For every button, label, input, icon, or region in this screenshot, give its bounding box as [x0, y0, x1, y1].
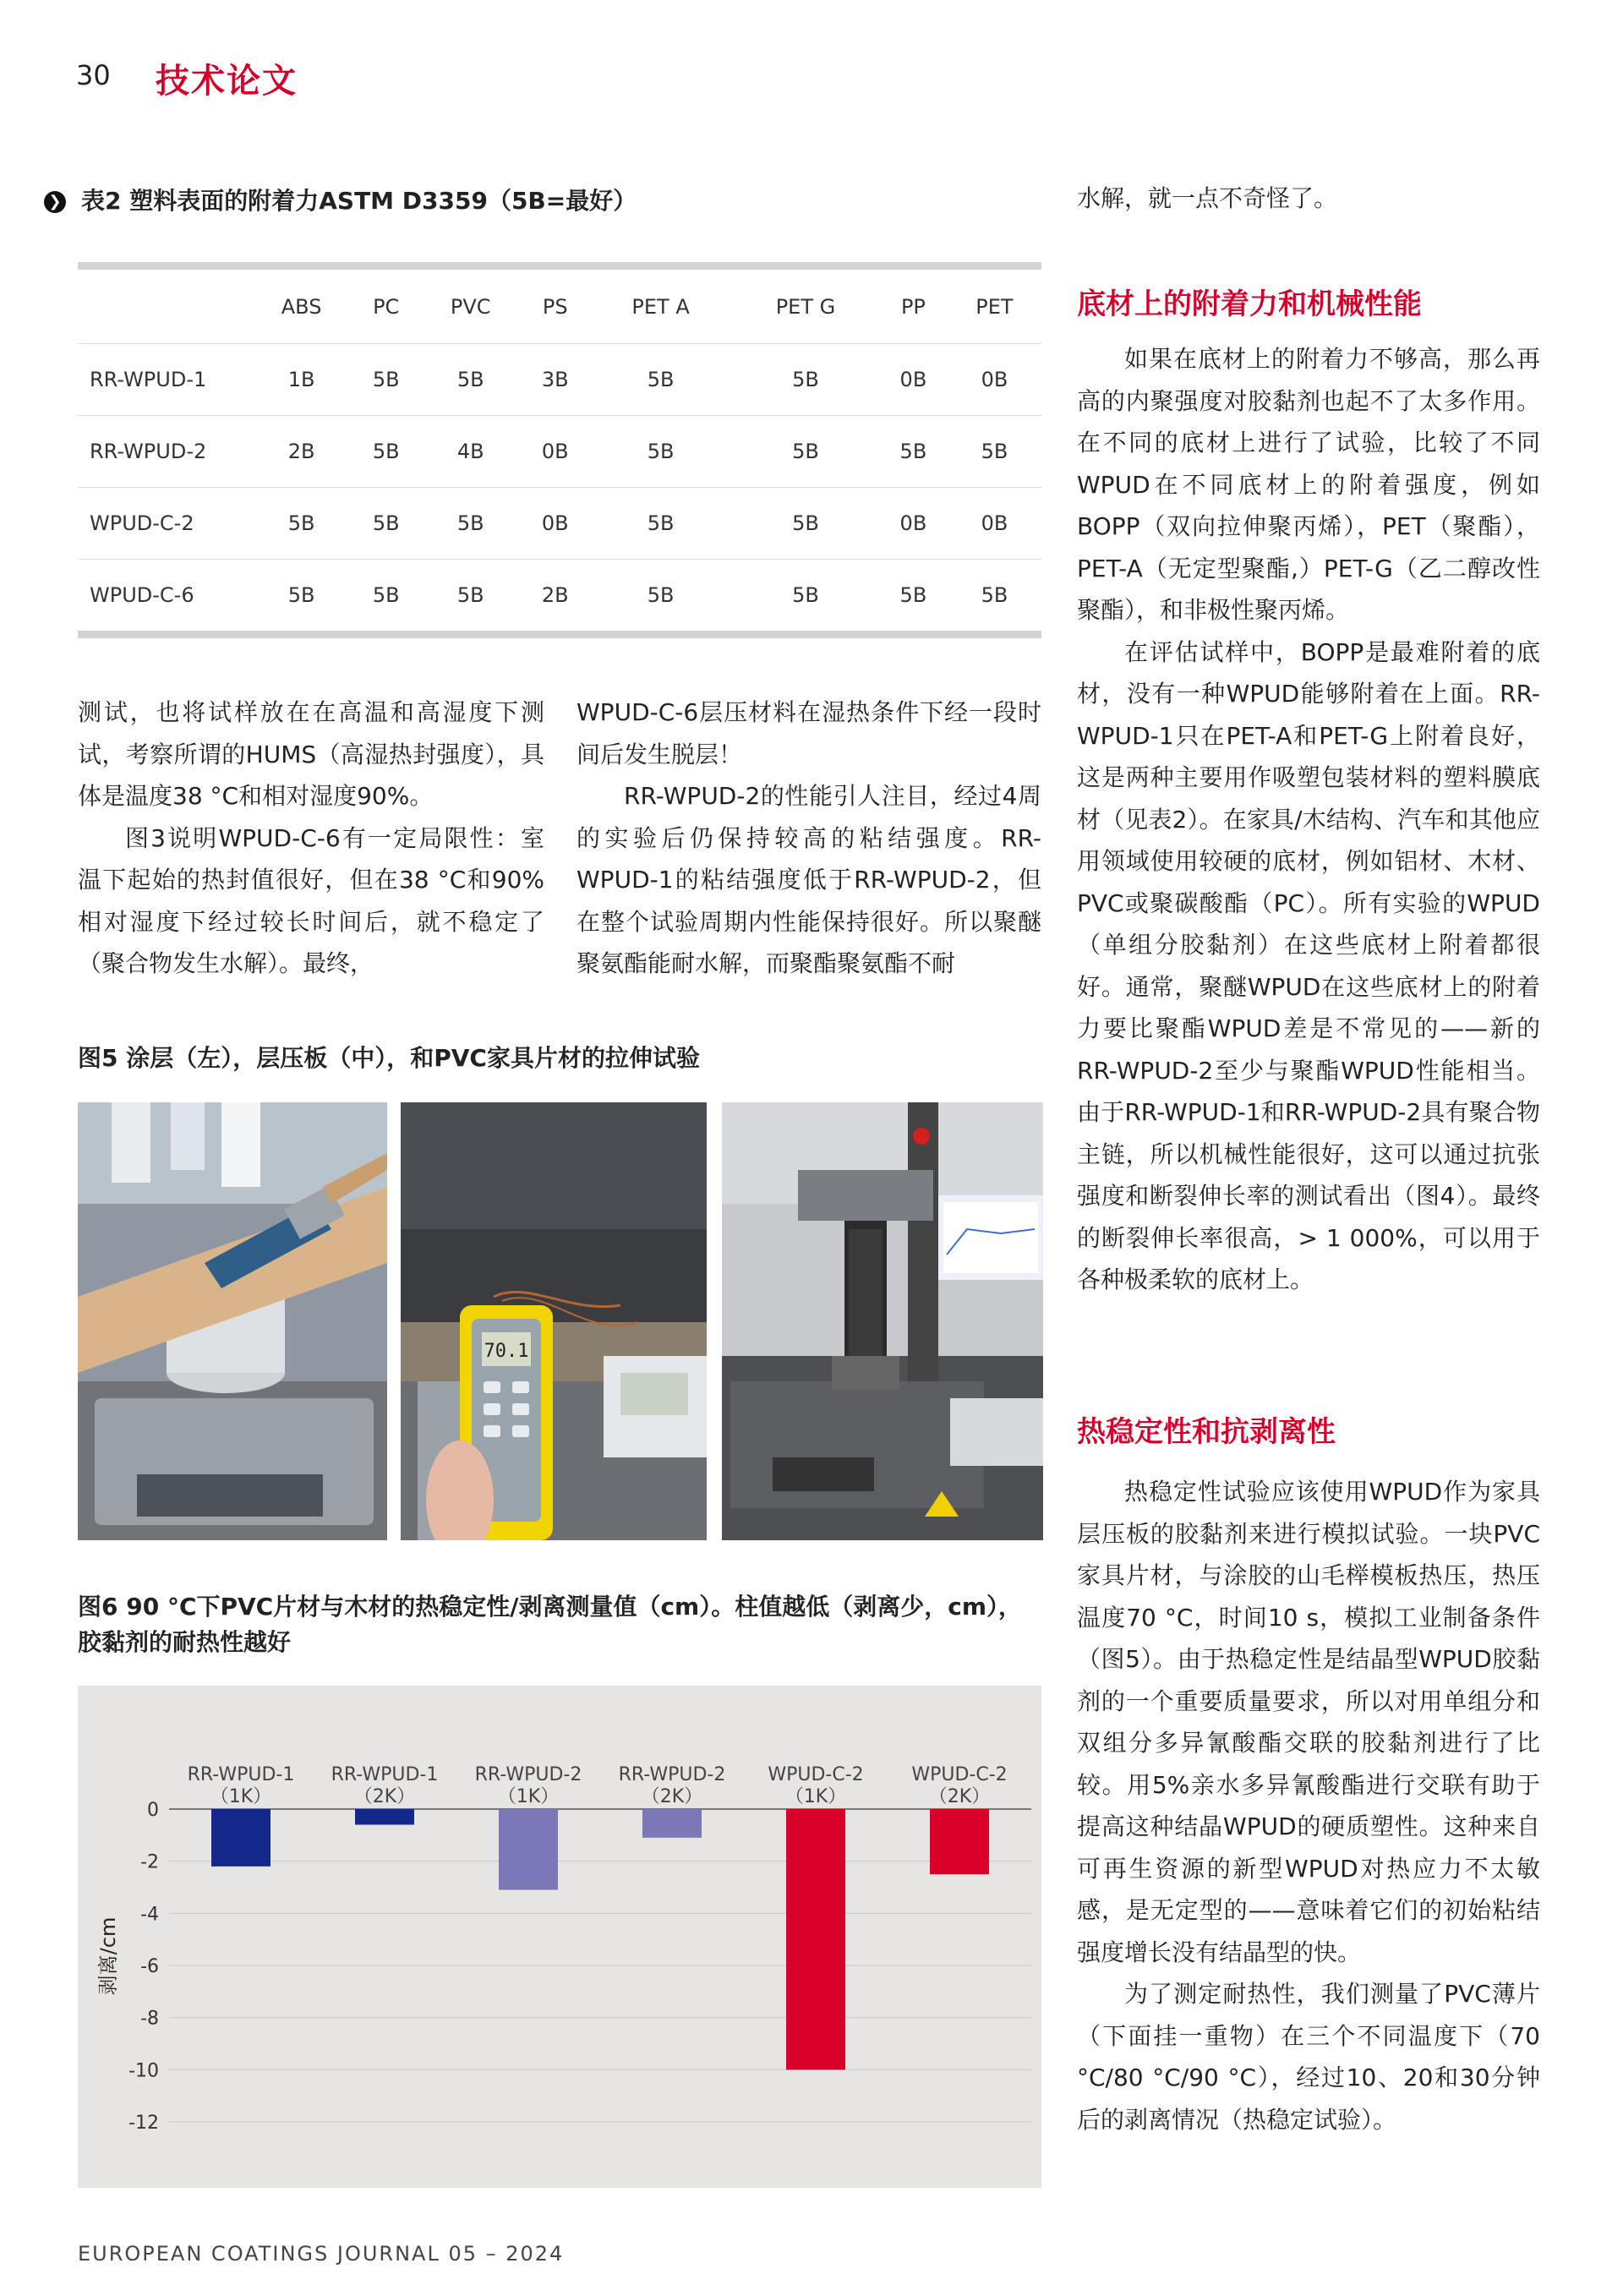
- chart-bar: [355, 1809, 414, 1825]
- category-label: RR-WPUD-1: [331, 1764, 439, 1785]
- category-sublabel: （1K）: [210, 1786, 272, 1807]
- category-sublabel: （2K）: [641, 1786, 703, 1807]
- photo-tensile-test: [722, 1102, 1043, 1540]
- y-tick-label: -2: [140, 1851, 159, 1873]
- paragraph: 在评估试样中，BOPP是最难附着的底材，没有一种WPUD能够附着在上面。RR-WPUD-1只在PET-A和PET-G上附着良好，这是两种主要用作吸塑包装材料的塑料膜底材（见表2）。在家具/木结构、汽车和其他应用领域使用较硬的底材，例如铝材、木材、PVC或聚碳酸酯（PC）。所有实验的WPUD（单组分胶黏剂）在这些底材上附着都很好。通常，聚醚WPUD在这些底材上的附着力要比聚酯WPUD差是不常见的——新的RR-WPUD-2至少与聚酯WPUD性能相当。由于RR-WPUD-1和RR-WPUD-2具有聚合物主链，所以机械性能很好，这可以通过抗张强度和断裂伸长率的测试看出（图4）。最终的断裂伸长率很高，> 1 000%，可以用于各种极柔软的底材上。: [1077, 637, 1540, 1293]
- table-cell: 5B: [879, 560, 948, 631]
- chart-grid: [169, 1809, 1031, 2122]
- adhesion-table-grid: [78, 270, 1041, 631]
- table-cell: 4B: [420, 416, 521, 488]
- photo-coating: [78, 1102, 387, 1540]
- category-label: RR-WPUD-2: [618, 1764, 726, 1785]
- section-heading-thermal: 热稳定性和抗剥离性: [1077, 1415, 1336, 1449]
- table-cell: 5B: [420, 560, 521, 631]
- table2-caption: [44, 183, 637, 216]
- section-title: 技术论文: [156, 62, 298, 101]
- row-label: RR-WPUD-1: [78, 344, 251, 416]
- table-cell: 5B: [589, 560, 732, 631]
- table-cell: 1B: [251, 344, 352, 416]
- paragraph: 如果在底材上的附着力不够高，那么再高的内聚强度对胶黏剂也起不了太多作用。在不同的底材上进行了试验，比较了不同WPUD在不同底材上的附着强度，例如BOPP（双向拉伸聚丙烯），PET（聚酯），PET-A（无定型聚酯,）PET-G（乙二醇改性聚酯），和非极性聚丙烯。: [1077, 345, 1540, 624]
- thermometer-display: 70.1: [484, 1341, 529, 1362]
- row-label: WPUD-C-6: [78, 560, 251, 631]
- table-cell: 5B: [352, 416, 420, 488]
- category-label: WPUD-C-2: [768, 1764, 864, 1785]
- table-cell: 5B: [420, 488, 521, 560]
- table-cell: 5B: [948, 416, 1041, 488]
- table-cell: 5B: [352, 344, 420, 416]
- paragraph: RR-WPUD-2的性能引人注目，经过4周的实验后仍保持较高的粘结强度。RR-WPUD-1的粘结强度低于RR-WPUD-2，但在整个试验周期内性能保持很好。所以聚醚聚氨酯能耐水解，而聚酯聚氨酯不耐: [577, 782, 1041, 977]
- chart-y-axis-label: 剥离/cm: [96, 1916, 120, 1996]
- chart-category-labels: [188, 1764, 1008, 1807]
- chart-bar: [499, 1809, 558, 1890]
- table-header-row: [78, 270, 1041, 344]
- table-cell: 5B: [251, 488, 352, 560]
- paragraph: 测试，也将试样放在在高温和高湿度下测试，考察所谓的HUMS（高湿热封强度），具体是温度38 °C和相对湿度90%。: [78, 698, 544, 810]
- y-tick-label: -8: [140, 2008, 159, 2030]
- table-cell: 0B: [879, 344, 948, 416]
- row-label: WPUD-C-2: [78, 488, 251, 560]
- body-column-3-mid: [1077, 338, 1540, 1301]
- body-column-1: [78, 692, 544, 985]
- y-tick-label: -10: [128, 2060, 159, 2082]
- paragraph: 为了测定耐热性，我们测量了PVC薄片（下面挂一重物）在三个不同温度下（70 °C/80 °C/90 °C），经过10、20和30分钟后的剥离情况（热稳定试验）。: [1077, 1980, 1540, 2134]
- table-row: [78, 344, 1041, 416]
- column-header: PVC: [450, 294, 491, 319]
- chart-y-ticks: [128, 1800, 159, 2134]
- table-cell: 5B: [732, 560, 879, 631]
- table-cell: 0B: [521, 488, 589, 560]
- table-cell: 5B: [352, 488, 420, 560]
- table-cell: 5B: [732, 344, 879, 416]
- figure6-caption: 图6 90 °C下PVC片材与木材的热稳定性/剥离测量值（cm）。柱值越低（剥离少，cm），胶黏剂的耐热性越好: [78, 1593, 1023, 1656]
- table-row: [78, 416, 1041, 488]
- chart-bar: [211, 1809, 270, 1867]
- page-number: 30: [76, 59, 111, 91]
- paragraph: 热稳定性试验应该使用WPUD作为家具层压板的胶黏剂来进行模拟试验。一块PVC家具片材，与涂胶的山毛榉模板热压，热压温度70 °C，时间10 s，模拟工业制备条件（图5）。由于热稳定性是结晶型WPUD胶黏剂的一个重要质量要求，所以对用单组分和双组分多异氰酸酯交联的胶黏剂进行了比较。用5%亲水多异氰酸酯进行交联有助于提高这种结晶WPUD的硬质塑性。这种来自可再生资源的新型WPUD对热应力不太敏感，是无定型的——意味着它们的初始粘结强度增长没有结晶型的快。: [1077, 1478, 1540, 1966]
- chart-bar: [930, 1809, 989, 1874]
- category-label: RR-WPUD-2: [474, 1764, 582, 1785]
- table-cell: 5B: [589, 416, 732, 488]
- table-cell: 2B: [521, 560, 589, 631]
- y-tick-label: 0: [147, 1800, 159, 1821]
- category-sublabel: （2K）: [928, 1786, 991, 1807]
- section-heading-adhesion: 底材上的附着力和机械性能: [1077, 287, 1422, 321]
- table-cell: 0B: [879, 488, 948, 560]
- table-cell: 5B: [589, 344, 732, 416]
- table-cell: 5B: [251, 560, 352, 631]
- table-row: [78, 560, 1041, 631]
- chart-bars: [211, 1809, 989, 2069]
- table-cell: 5B: [352, 560, 420, 631]
- category-label: RR-WPUD-1: [187, 1764, 295, 1785]
- column-header: ABS: [281, 294, 322, 319]
- peel-chart: [78, 1686, 1041, 2188]
- table-cell: 5B: [948, 560, 1041, 631]
- table-cell: 0B: [521, 416, 589, 488]
- table-cell: 5B: [732, 416, 879, 488]
- column-header: PET: [975, 294, 1014, 319]
- paragraph: WPUD-C-6层压材料在湿热条件下经一段时间后发生脱层！: [577, 698, 1041, 768]
- table2-caption-text: 表2 塑料表面的附着力ASTM D3359（5B=最好）: [81, 187, 637, 215]
- chart-bar: [642, 1809, 702, 1838]
- photo-laminate: [401, 1102, 707, 1540]
- paragraph: 水解，就一点不奇怪了。: [1077, 184, 1338, 212]
- body-column-3-top: [1077, 178, 1540, 220]
- column-header: PC: [373, 294, 400, 319]
- category-sublabel: （1K）: [784, 1786, 847, 1807]
- column-header: PET A: [631, 294, 690, 319]
- body-column-3-bottom: [1077, 1471, 1540, 2140]
- table-cell: 2B: [251, 416, 352, 488]
- column-header: PP: [900, 294, 926, 319]
- table-cell: 5B: [420, 344, 521, 416]
- chart-bar: [786, 1809, 845, 2069]
- table-cell: 0B: [948, 488, 1041, 560]
- category-sublabel: （1K）: [497, 1786, 560, 1807]
- category-label: WPUD-C-2: [911, 1764, 1008, 1785]
- row-label: RR-WPUD-2: [78, 416, 251, 488]
- table-cell: 0B: [948, 344, 1041, 416]
- chevron-right-icon: ❯: [44, 191, 66, 213]
- table-bottom-rule: [78, 631, 1041, 638]
- y-tick-label: -12: [128, 2113, 159, 2134]
- table-cell: 5B: [879, 416, 948, 488]
- table-row: [78, 488, 1041, 560]
- adhesion-table: [78, 262, 1041, 638]
- table-cell: 5B: [589, 488, 732, 560]
- table-cell: 5B: [732, 488, 879, 560]
- figure5-caption: 图5 涂层（左），层压板（中），和PVC家具片材的拉伸试验: [78, 1044, 700, 1072]
- table-top-rule: [78, 262, 1041, 270]
- corner-cell: [78, 270, 251, 344]
- body-column-2: [577, 692, 1041, 985]
- column-header: PET G: [775, 294, 836, 319]
- y-tick-label: -6: [140, 1956, 159, 1977]
- table-cell: 3B: [521, 344, 589, 416]
- y-tick-label: -4: [140, 1904, 159, 1926]
- category-sublabel: （2K）: [353, 1786, 416, 1807]
- paragraph: 图3说明WPUD-C-6有一定局限性：室温下起始的热封值很好，但在38 °C和90%相对湿度下经过较长时间后，就不稳定了（聚合物发生水解）。最终，: [78, 823, 544, 977]
- journal-footer: EUROPEAN COATINGS JOURNAL 05 – 2024: [78, 2242, 565, 2266]
- column-header: PS: [542, 294, 568, 319]
